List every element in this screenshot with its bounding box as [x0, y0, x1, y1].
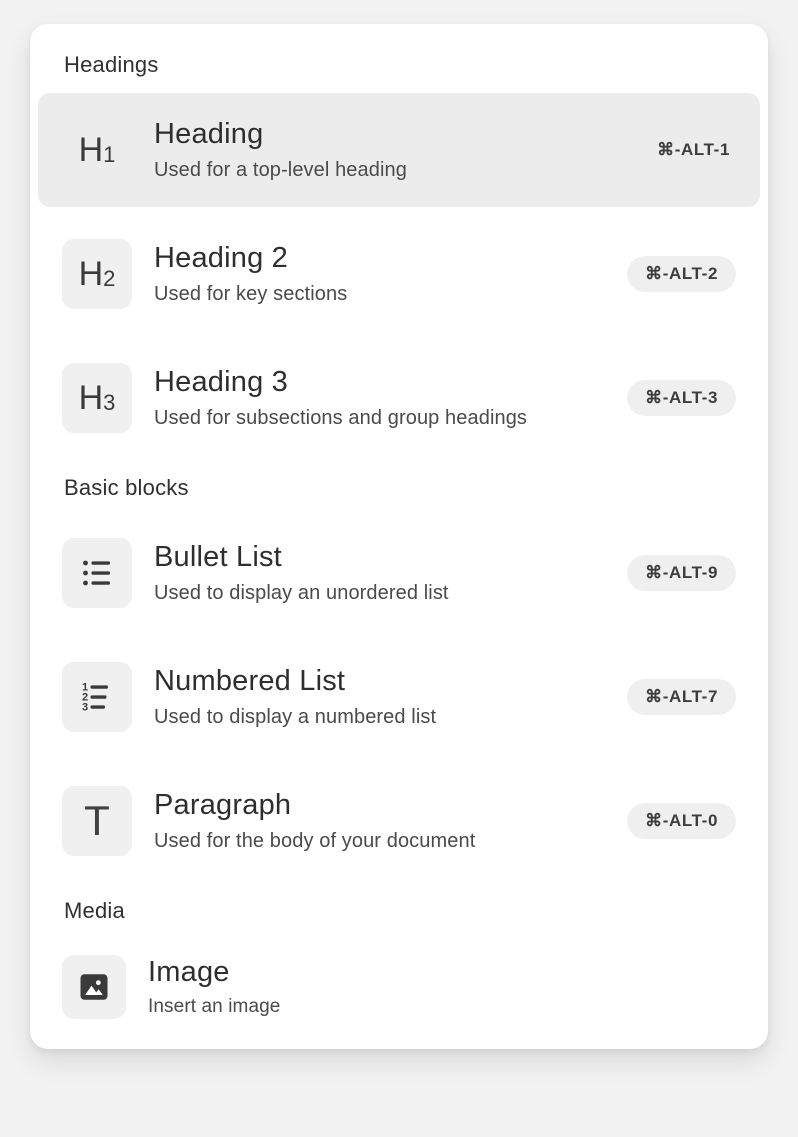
menu-item-heading-2[interactable] — [38, 217, 760, 331]
item-title: Image — [148, 956, 230, 989]
item-text — [154, 366, 527, 430]
section-label-media: Media — [64, 898, 125, 923]
item-description: Used for a top-level heading — [154, 159, 407, 182]
item-text — [154, 118, 407, 182]
item-text — [154, 541, 449, 605]
h2-icon: H 2 — [62, 239, 132, 309]
item-title: Numbered List — [154, 664, 346, 697]
shortcut-badge: ⌘-ALT-1 — [657, 140, 730, 159]
paragraph-icon: T — [62, 786, 132, 856]
menu-item-image[interactable] — [38, 939, 760, 1035]
shortcut-badge: ⌘-ALT-2 — [627, 256, 736, 292]
item-description: Used for subsections and group headings — [154, 407, 528, 430]
shortcut-badge: ⌘-ALT-0 — [627, 803, 736, 839]
section-label-basic-blocks: Basic blocks — [64, 475, 189, 500]
block-insert-menu — [30, 24, 768, 1049]
section-label-headings: Headings — [64, 52, 159, 77]
svg-text:3: 3 — [82, 701, 89, 714]
item-title: Paragraph — [154, 788, 292, 821]
item-description: Used for the body of your document — [154, 830, 476, 853]
item-title: Bullet List — [154, 540, 282, 573]
shortcut-badge: ⌘-ALT-9 — [627, 555, 736, 591]
item-description: Insert an image — [148, 995, 281, 1017]
item-description: Used for key sections — [154, 283, 348, 306]
item-title: Heading — [154, 117, 264, 150]
numbered-list-icon — [62, 662, 132, 732]
item-text — [154, 665, 436, 729]
item-description: Used to display a numbered list — [154, 706, 437, 729]
item-text — [154, 242, 347, 306]
svg-text:1: 1 — [82, 681, 89, 694]
item-description: Used to display an unordered list — [154, 582, 449, 605]
item-title: Heading 3 — [154, 365, 289, 398]
shortcut-badge: ⌘-ALT-3 — [627, 380, 736, 416]
shortcut-badge: ⌘-ALT-7 — [627, 679, 736, 715]
bullet-list-icon — [62, 538, 132, 608]
menu-item-paragraph[interactable] — [38, 764, 760, 878]
item-title: Heading 2 — [154, 241, 289, 274]
menu-item-numbered-list[interactable] — [38, 640, 760, 754]
h1-icon: H 1 — [78, 131, 116, 169]
menu-item-bullet-list[interactable] — [38, 516, 760, 630]
h3-icon: H 3 — [62, 363, 132, 433]
menu-item-heading-3[interactable] — [38, 341, 760, 455]
item-text — [148, 956, 280, 1017]
menu-item-heading-1[interactable] — [38, 93, 760, 207]
item-text — [154, 789, 475, 853]
image-icon — [62, 955, 126, 1019]
svg-text:2: 2 — [82, 691, 89, 704]
